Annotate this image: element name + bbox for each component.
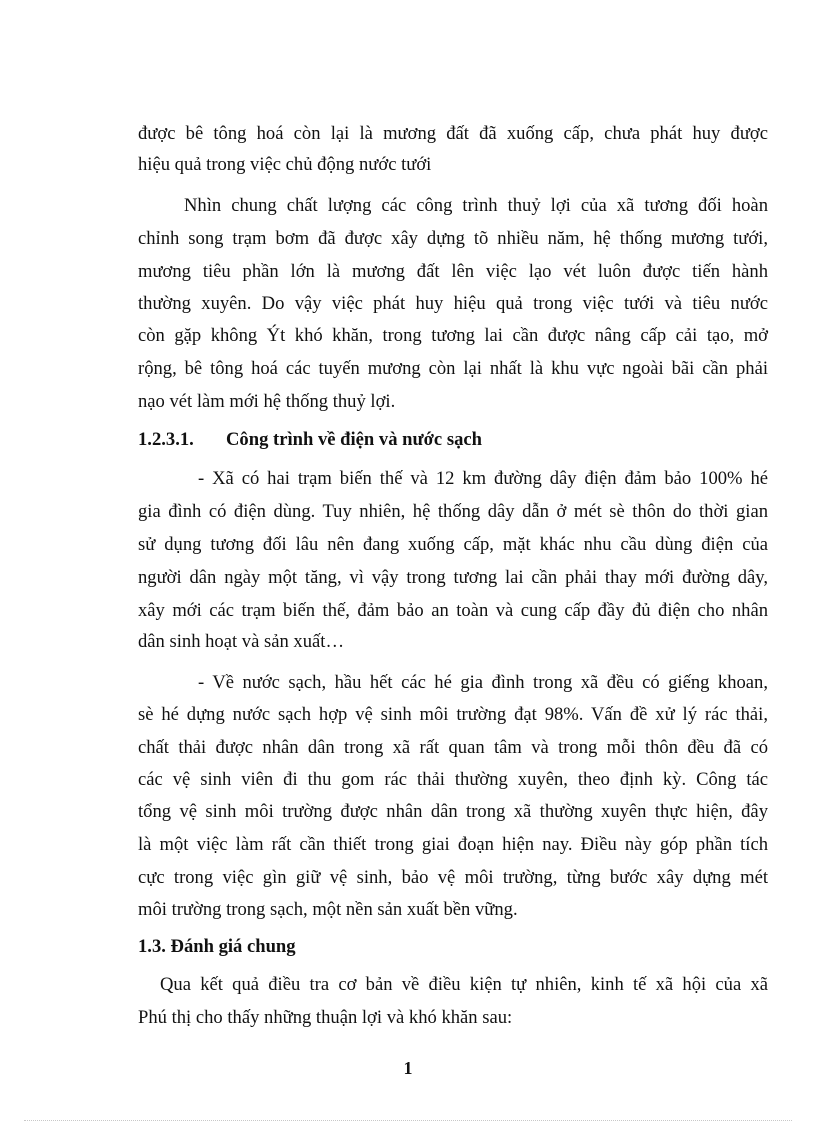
text-line: Phú thị cho thấy những thuận lợi và khó khăn sau: [138,1007,513,1028]
text-line: tổng vệ sinh môi trường được nhân dân trong xã thường xuyên thực hiện, đây [138,801,768,822]
text-line: còn gặp không Ýt khó khăn, trong tương lai cần được nâng cấp cải tạo, mở [138,325,768,346]
text-line: dân sinh hoạt và sản xuất… [138,631,345,652]
section-heading [138,428,482,452]
section-title: Công trình về điện và nước sạch [226,429,482,450]
text-line: Nhìn chung chất lượng các công trình thuỷ lợi của xã tương đối hoàn [184,195,768,216]
text-line: người dân ngày một tăng, vì vậy trong tương lai cần phải thay mới đường dây, [138,567,768,588]
text-line: Qua kết quả điều tra cơ bản về điều kiện tự nhiên, kinh tế xã hội của xã [160,974,768,995]
text-line: chất thải được nhân dân trong xã rất quan tâm và trong mỗi thôn đều đã có [138,737,768,758]
text-line: các vệ sinh viên đi thu gom rác thải thường xuyên, theo định kỳ. Công tác [138,769,768,790]
text-line: là một việc làm rất cần thiết trong giai đoạn hiện nay. Điều này góp phần tích [138,834,768,855]
text-line: cực trong việc gìn giữ vệ sinh, bảo vệ môi trường, từng bước xây dựng mét [138,867,768,888]
text-line: thường xuyên. Do vậy việc phát huy hiệu quả trong việc tưới và tiêu nước [138,293,768,314]
text-line: xây mới các trạm biến thế, đảm bảo an toàn và cung cấp đầy đủ điện cho nhân [138,600,768,621]
section-number: 1.2.3.1. [138,429,194,450]
page-number: 1 [403,1058,413,1078]
text-line: rộng, bê tông hoá các tuyến mương còn lại nhất là khu vực ngoài bãi cần phải [138,358,768,379]
text-line: sè hé dựng nước sạch hợp vệ sinh môi trường đạt 98%. Vấn đề xử lý rác thải, [138,704,768,725]
text-line: - Xã có hai trạm biến thế và 12 km đường dây điện đảm bảo 100% hé [198,468,768,489]
section-heading: 1.3. Đánh giá chung [138,936,296,957]
text-line: mương tiêu phần lớn là mương đất lên việc lạo vét luôn được tiến hành [138,261,768,282]
text-line: - Về nước sạch, hầu hết các hé gia đình trong xã đều có giếng khoan, [198,672,768,693]
footer-divider [24,1120,792,1121]
text-line: chỉnh song trạm bơm đã được xây dựng tõ nhiều năm, hệ thống mương tưới, [138,228,768,249]
text-line: hiệu quả trong việc chủ động nước tưới [138,154,432,175]
text-line: nạo vét làm mới hệ thống thuỷ lợi. [138,391,396,412]
text-line: được bê tông hoá còn lại là mương đất đã xuống cấp, chưa phát huy được [138,123,768,144]
text-line: sử dụng tương đối lâu nên đang xuống cấp, mặt khác nhu cầu dùng điện của [138,534,768,555]
text-line: môi trường trong sạch, một nền sản xuất bền vững. [138,899,518,920]
text-line: gia đình có điện dùng. Tuy nhiên, hệ thống dây dẫn ở mét sè thôn do thời gian [138,501,768,522]
